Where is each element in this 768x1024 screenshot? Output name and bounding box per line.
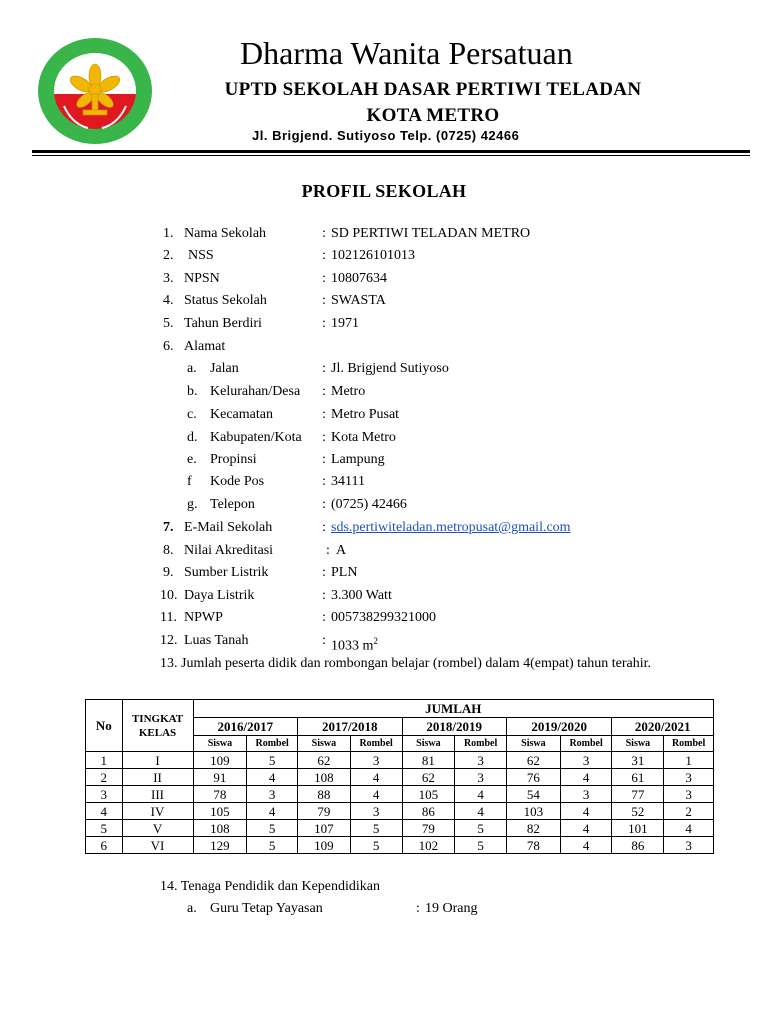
field-label: NPWP: [184, 610, 223, 625]
siswa-cell: 52: [612, 803, 664, 820]
rombel-cell: 3: [455, 769, 507, 786]
field-label: Sumber Listrik: [184, 565, 269, 580]
field-colon: :: [322, 610, 326, 625]
rombel-cell: 4: [247, 769, 298, 786]
siswa-cell: 101: [612, 820, 664, 837]
siswa-cell: 82: [506, 820, 560, 837]
field-colon: :: [322, 316, 326, 331]
kelas-cell: II: [122, 769, 193, 786]
rombel-cell: 4: [350, 786, 402, 803]
rombel-cell: 3: [455, 752, 507, 769]
rombel-cell: 5: [455, 837, 507, 854]
document-title: PROFIL SEKOLAH: [301, 181, 467, 201]
address-letter: g.: [187, 497, 198, 512]
siswa-cell: 108: [193, 820, 247, 837]
field-number: 10.: [160, 588, 178, 603]
field-colon: :: [326, 543, 330, 558]
field-number: 3.: [163, 271, 174, 286]
rombel-cell: 4: [560, 820, 612, 837]
header-siswa: Siswa: [402, 736, 455, 752]
field-value: A: [336, 543, 347, 558]
address-colon: :: [322, 361, 326, 376]
field-label: Nilai Akreditasi: [184, 543, 274, 558]
rombel-cell: 1: [664, 752, 714, 769]
rombel-cell: 4: [560, 803, 612, 820]
siswa-cell: 102: [402, 837, 455, 854]
address-label: Kelurahan/Desa: [210, 384, 301, 399]
header-rombel: Rombel: [455, 736, 507, 752]
row-number-cell: 6: [86, 837, 123, 854]
field-value: 102126101013: [331, 248, 415, 263]
field-number: 6.: [163, 339, 174, 354]
field-colon: :: [322, 588, 326, 603]
row-number-cell: 3: [86, 786, 123, 803]
kelas-cell: I: [122, 752, 193, 769]
email-link[interactable]: sds.pertiwiteladan.metropusat@gmail.com: [331, 520, 571, 535]
field-label: Nama Sekolah: [184, 226, 267, 241]
address-colon: :: [322, 497, 326, 512]
field-number: 12.: [160, 633, 178, 648]
field-label: Alamat: [184, 339, 226, 354]
address-letter: f: [187, 474, 192, 489]
siswa-cell: 78: [193, 786, 247, 803]
address-label: Jalan: [210, 361, 239, 376]
field-number: 1.: [163, 226, 174, 241]
row-number-cell: 4: [86, 803, 123, 820]
rombel-cell: 5: [247, 837, 298, 854]
field-number: 4.: [163, 293, 174, 308]
staff-letter: a.: [187, 901, 197, 916]
siswa-cell: 105: [193, 803, 247, 820]
field-colon: :: [322, 271, 326, 286]
header-rombel: Rombel: [350, 736, 402, 752]
header-siswa: Siswa: [298, 736, 351, 752]
staff-colon: :: [416, 901, 420, 916]
kelas-cell: IV: [122, 803, 193, 820]
siswa-cell: 76: [506, 769, 560, 786]
field-label: E-Mail Sekolah: [184, 520, 273, 535]
address-letter: c.: [187, 407, 197, 422]
siswa-cell: 62: [402, 769, 455, 786]
siswa-cell: 129: [193, 837, 247, 854]
address-letter: a.: [187, 361, 197, 376]
siswa-cell: 109: [298, 837, 351, 854]
rombel-cell: 5: [350, 820, 402, 837]
kelas-cell: V: [122, 820, 193, 837]
siswa-cell: 105: [402, 786, 455, 803]
field-value: SD PERTIWI TELADAN METRO: [331, 226, 531, 241]
address-colon: :: [322, 384, 326, 399]
rombel-cell: 3: [664, 837, 714, 854]
header-year: 2019/2020: [506, 718, 612, 736]
field-number: 9.: [163, 565, 174, 580]
siswa-cell: 54: [506, 786, 560, 803]
header-rombel: Rombel: [664, 736, 714, 752]
address-letter: b.: [187, 384, 198, 399]
rombel-cell: 3: [560, 786, 612, 803]
field-colon: :: [322, 520, 326, 535]
field-colon: :: [322, 226, 326, 241]
field-number: 11.: [160, 610, 177, 625]
field-number: 5.: [163, 316, 174, 331]
field-value: SWASTA: [331, 293, 386, 308]
siswa-cell: 103: [506, 803, 560, 820]
field-label: Tahun Berdiri: [184, 316, 262, 331]
rombel-cell: 2: [664, 803, 714, 820]
field-colon: :: [322, 633, 326, 648]
school-name-line1: UPTD SEKOLAH DASAR PERTIWI TELADAN: [224, 79, 642, 100]
item-13-text: 13. Jumlah peserta didik dan rombongan belajar (rombel) dalam 4(empat) tahun terahir.: [160, 656, 652, 671]
siswa-cell: 62: [506, 752, 560, 769]
rombel-cell: 3: [350, 803, 402, 820]
address-letter: e.: [187, 452, 197, 467]
rombel-cell: 4: [455, 803, 507, 820]
header-siswa: Siswa: [193, 736, 247, 752]
land-area-unit-exponent: 2: [373, 636, 378, 646]
address-value: Metro: [331, 384, 366, 399]
field-colon: :: [322, 565, 326, 580]
letterhead-address: Jl. Brigjend. Sutiyoso Telp. (0725) 42466: [252, 128, 520, 143]
enrollment-table: [85, 699, 714, 854]
header-year: 2016/2017: [193, 718, 297, 736]
siswa-cell: 91: [193, 769, 247, 786]
address-label: Kecamatan: [210, 407, 273, 422]
letterhead-rule-thin: [32, 155, 750, 156]
table-row: [86, 752, 714, 769]
staff-label: Guru Tetap Yayasan: [210, 901, 323, 916]
rombel-cell: 5: [455, 820, 507, 837]
field-label: Daya Listrik: [184, 588, 255, 603]
address-value: Kota Metro: [331, 430, 396, 445]
table-row: [86, 769, 714, 786]
field-value: PLN: [331, 565, 358, 580]
staff-value: 19 Orang: [425, 901, 478, 916]
field-value: 10807634: [331, 271, 387, 286]
field-value: 3.300 Watt: [331, 588, 392, 603]
rombel-cell: 5: [350, 837, 402, 854]
siswa-cell: 86: [612, 837, 664, 854]
field-number: 7.: [163, 520, 174, 535]
rombel-cell: 4: [350, 769, 402, 786]
table-row: [86, 786, 714, 803]
siswa-cell: 61: [612, 769, 664, 786]
row-number-cell: 2: [86, 769, 123, 786]
siswa-cell: 31: [612, 752, 664, 769]
field-value: [331, 632, 378, 656]
siswa-cell: 77: [612, 786, 664, 803]
siswa-cell: 79: [402, 820, 455, 837]
item-14-text: 14. Tenaga Pendidik dan Kependidikan: [160, 879, 380, 894]
rombel-cell: 5: [247, 820, 298, 837]
header-year: 2020/2021: [612, 718, 714, 736]
kelas-cell: III: [122, 786, 193, 803]
header-siswa: Siswa: [612, 736, 664, 752]
address-label: Kabupaten/Kota: [210, 430, 302, 445]
table-row: [86, 803, 714, 820]
address-label: Telepon: [210, 497, 255, 512]
table-row: [86, 837, 714, 854]
address-letter: d.: [187, 430, 198, 445]
address-label: Propinsi: [210, 452, 257, 467]
field-label: Luas Tanah: [184, 633, 249, 648]
rombel-cell: 4: [664, 820, 714, 837]
rombel-cell: 3: [350, 752, 402, 769]
rombel-cell: 3: [560, 752, 612, 769]
header-no: No: [86, 700, 123, 752]
siswa-cell: 88: [298, 786, 351, 803]
rombel-cell: 4: [247, 803, 298, 820]
rombel-cell: 3: [247, 786, 298, 803]
address-colon: :: [322, 452, 326, 467]
siswa-cell: 109: [193, 752, 247, 769]
field-colon: :: [322, 248, 326, 263]
land-area-value: 1033 m: [331, 638, 374, 654]
school-name: [183, 77, 683, 129]
kelas-cell: VI: [122, 837, 193, 854]
field-label: Status Sekolah: [184, 293, 267, 308]
header-jumlah: JUMLAH: [193, 700, 713, 718]
field-value: 005738299321000: [331, 610, 436, 625]
address-value: Lampung: [331, 452, 385, 467]
siswa-cell: 79: [298, 803, 351, 820]
address-label: Kode Pos: [210, 474, 265, 489]
header-siswa: Siswa: [506, 736, 560, 752]
rombel-cell: 3: [664, 786, 714, 803]
rombel-cell: 4: [560, 837, 612, 854]
school-name-line2: KOTA METRO: [366, 105, 500, 126]
siswa-cell: 108: [298, 769, 351, 786]
field-label: NPSN: [184, 271, 220, 286]
field-number: 8.: [163, 543, 174, 558]
address-value: Jl. Brigjend Sutiyoso: [331, 361, 449, 376]
siswa-cell: 86: [402, 803, 455, 820]
address-value: Metro Pusat: [331, 407, 400, 422]
header-year: 2017/2018: [298, 718, 402, 736]
row-number-cell: 5: [86, 820, 123, 837]
dharma-wanita-logo: [36, 36, 154, 146]
field-value: 1971: [331, 316, 359, 331]
header-rombel: Rombel: [247, 736, 298, 752]
letterhead-rule-thick: [32, 150, 750, 153]
address-colon: :: [322, 430, 326, 445]
header-year: 2018/2019: [402, 718, 506, 736]
rombel-cell: 4: [560, 769, 612, 786]
field-number: 2.: [163, 248, 174, 263]
row-number-cell: 1: [86, 752, 123, 769]
enrollment-table-body: [86, 752, 714, 854]
address-value: (0725) 42466: [331, 497, 407, 512]
address-value: 34111: [331, 474, 365, 489]
siswa-cell: 107: [298, 820, 351, 837]
rombel-cell: 4: [455, 786, 507, 803]
org-name: Dharma Wanita Persatuan: [240, 35, 573, 71]
siswa-cell: 81: [402, 752, 455, 769]
siswa-cell: 78: [506, 837, 560, 854]
siswa-cell: 62: [298, 752, 351, 769]
address-colon: :: [322, 407, 326, 422]
header-rombel: Rombel: [560, 736, 612, 752]
field-label: NSS: [188, 248, 214, 263]
table-row: [86, 820, 714, 837]
address-colon: :: [322, 474, 326, 489]
rombel-cell: 5: [247, 752, 298, 769]
rombel-cell: 3: [664, 769, 714, 786]
field-colon: :: [322, 293, 326, 308]
header-tingkat-kelas: TINGKAT KELAS: [122, 700, 193, 752]
